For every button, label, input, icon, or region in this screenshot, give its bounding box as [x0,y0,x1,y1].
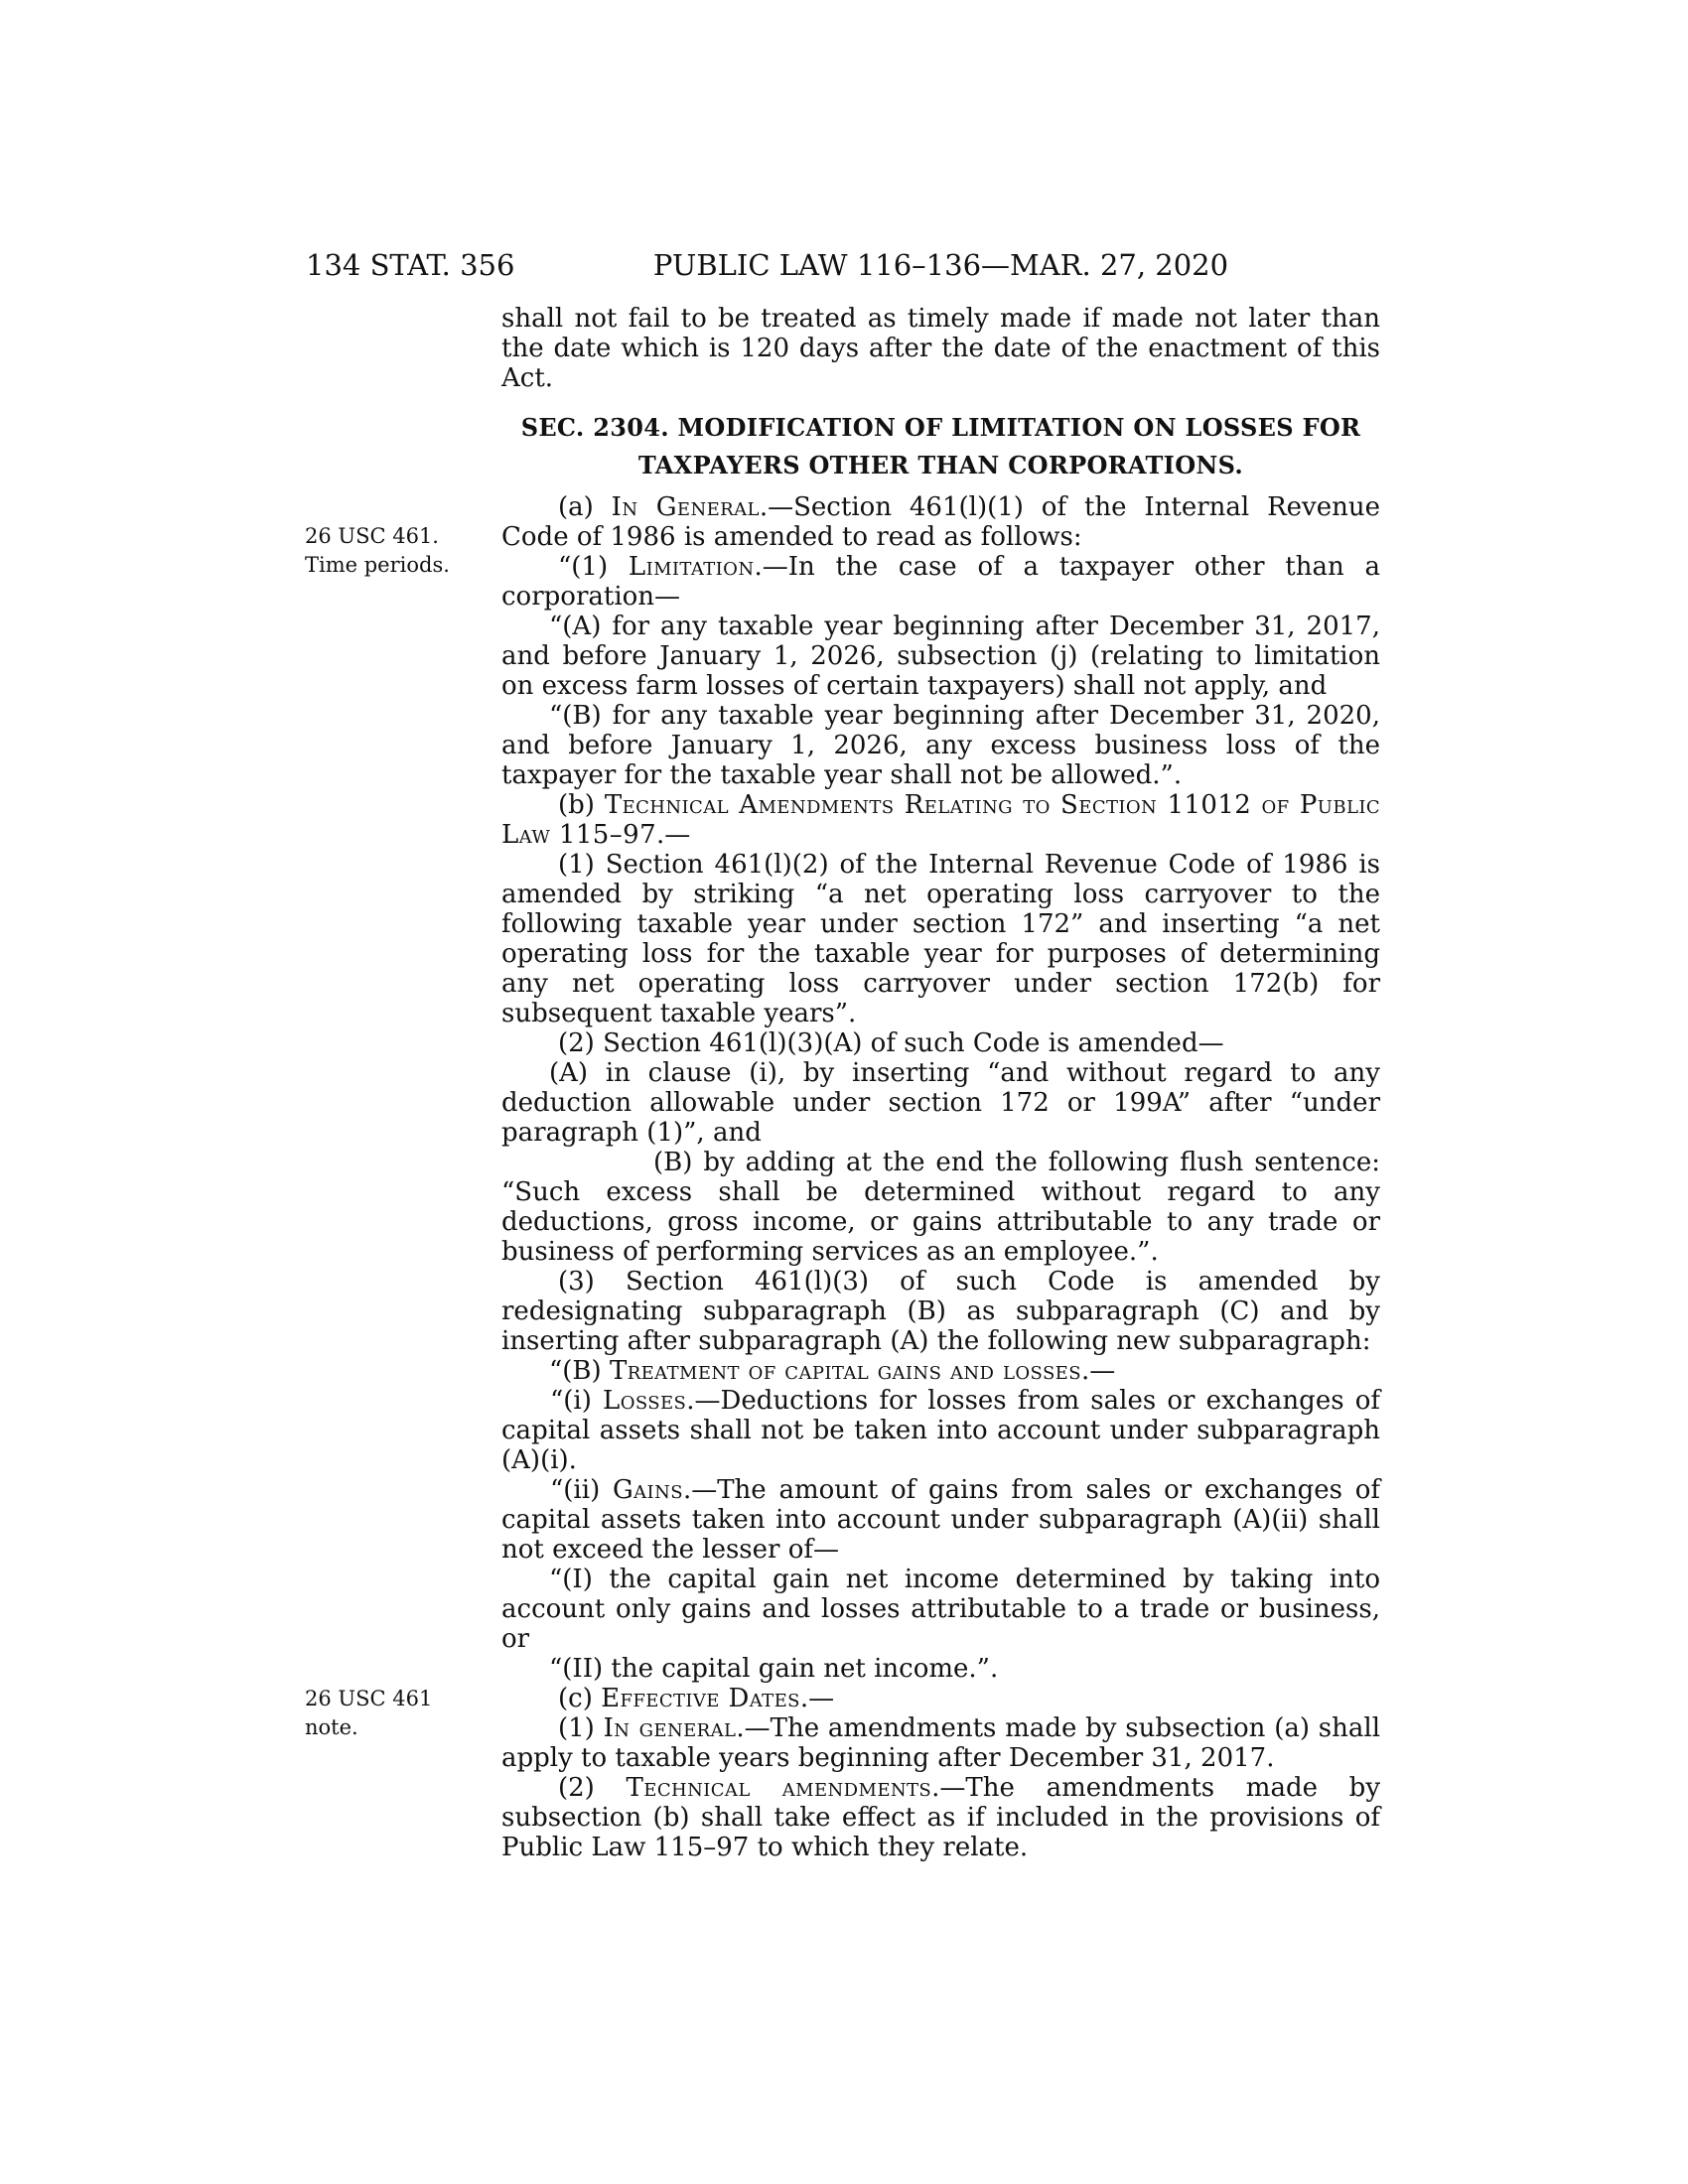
para-text: (2) [558,1773,627,1803]
paragraph-a1A: “(A) for any taxable year beginning after December 31, 2017, and before January 1, 2026, subsection (j) (relating to limitation on excess farm losses of certain taxpayers) shall not apply, and [501,612,1380,701]
margin-note-line: Time periods. [305,553,450,577]
paragraph-b3Bii-I: “(I) the capital gain net income determined by taking into account only gains and losses attributable to a trade or business, or [501,1565,1380,1654]
paragraph-b2: (2) Section 461(l)(3)(A) of such Code is amended— [558,1028,1224,1058]
para-text: (c) [558,1684,602,1713]
para-text: .—The amendments made by subsection (b) shall take effect as if included in the provisions of Public Law 115–97 to which they relate. [501,1773,1381,1862]
stat-page-number: 134 STAT. 356 [306,248,515,282]
margin-note-usc-461 [305,522,492,580]
para-text-smallcaps: Gains [612,1475,683,1505]
statute-body [305,304,1381,1862]
para-text-smallcaps: In General [611,492,760,522]
paragraph-a1B: “(B) for any taxable year beginning after December 31, 2020, and before January 1, 2026, any excess business loss of the taxpayer for the taxable year shall not be allowed.”. [501,701,1380,790]
para-text-smallcaps: Technical Amendments Relating to Section 11012 of Public Law 115–97 [501,790,1380,850]
para-text: .—Section 461(l)(1) of the Internal Revenue Code of 1986 is amended to read as follows: [501,492,1380,552]
paragraph-b2B: (B) by adding at the end the following flush sentence: “Such excess shall be determined without regard to any deductions, gross income, or gains attributable to any trade or business of performing services as an employee.”. [501,1148,1380,1267]
para-text: “(1) [558,552,629,582]
para-text-smallcaps: Treatment of capital gains and losses [609,1356,1081,1386]
para-text-smallcaps: Effective Dates [601,1684,800,1713]
paragraph-b3: (3) Section 461(l)(3) of such Code is amended by redesignating subparagraph (B) as subparagraph (C) and by inserting after subparagraph (A) the following new subparagraph: [501,1267,1380,1356]
paragraph-b1: (1) Section 461(l)(2) of the Internal Revenue Code of 1986 is amended by striking “a net operating loss carryover to the following taxable year under section 172” and inserting “a net operating loss for the taxable year for purposes of determining any net operating loss carryover under section 172(b) for subsequent taxable years”. [501,850,1380,1028]
para-text-smallcaps: Losses [603,1386,687,1416]
margin-note-usc-461-note [305,1685,492,1742]
paragraph-b2A: (A) in clause (i), by inserting “and without regard to any deduction allowable under section 172 or 199A” after “under paragraph (1)”, and [501,1058,1380,1148]
paragraph-b3B [501,1356,1380,1386]
para-text: (b) [558,790,605,820]
para-text: .—The amount of gains from sales or exchanges of capital assets taken into account under subparagraph (A)(ii) shall not exceed the lesser of— [501,1475,1380,1565]
paragraph-b3Bi [501,1386,1380,1475]
margin-note-line: 26 USC 461. [305,524,439,548]
para-text: .—Deductions for losses from sales or exchanges of capital assets shall not be taken into account under subparagraph (A)(i). [501,1386,1380,1475]
para-text: “(B) [549,1356,610,1386]
paragraph-c1 [501,1713,1380,1773]
para-text: (1) [558,1713,604,1743]
section-heading: SEC. 2304. MODIFICATION OF LIMITATION ON LOSSES FOR TAXPAYERS OTHER THAN CORPORATIONS. [520,413,1361,479]
paragraph-a1 [501,552,1380,612]
paragraph-intro-continuation: shall not fail to be treated as timely made if made not later than the date which is 120 days after the date of the enactment of this Act. [501,304,1380,393]
paragraph-b3Bii [501,1475,1380,1565]
para-text: (a) [558,492,612,522]
para-text: .—The amendments made by subsection (a) shall apply to taxable years beginning after December 31, 2017. [501,1713,1381,1773]
para-text: “(ii) [550,1475,613,1505]
margin-note-line: 26 USC 461 note. [305,1687,433,1739]
para-text: .—In the case of a taxpayer other than a corporation— [501,552,1380,612]
para-text-smallcaps: Technical amendments [626,1773,932,1803]
para-text: .— [656,820,691,850]
para-text: .— [1080,1356,1116,1386]
para-text: .— [799,1684,835,1713]
para-text: “(i) [550,1386,604,1416]
para-text-smallcaps: Limitation [628,552,755,582]
para-text-smallcaps: In general [603,1713,737,1743]
paragraph-b [501,790,1380,850]
paragraph-b3Bii-II: “(II) the capital gain net income.”. [549,1654,999,1684]
paragraph-c2 [501,1773,1380,1862]
law-title: PUBLIC LAW 116–136—MAR. 27, 2020 [652,248,1229,282]
